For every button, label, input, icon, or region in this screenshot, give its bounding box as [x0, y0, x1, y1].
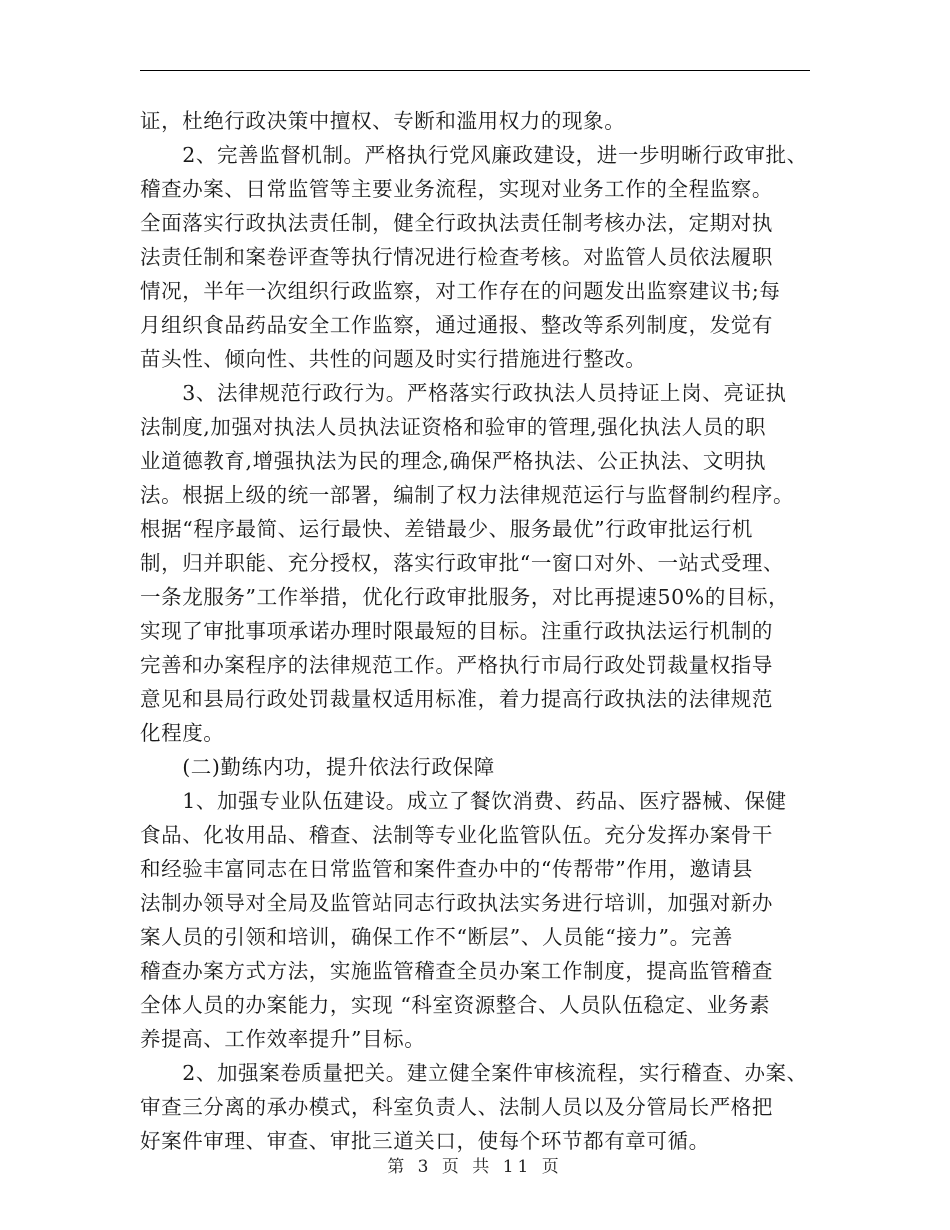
text-line: 法制度,加强对执法人员执法证资格和验审的管理,强化执法人员的职 — [140, 415, 767, 439]
text-line: 全面落实行政执法责任制，健全行政执法责任制考核办法，定期对执 — [140, 211, 773, 235]
text-line: 3、法律规范行政行为。严格落实行政执法人员持证上岗、亮证执 — [140, 381, 787, 405]
text-line: 月组织食品药品安全工作监察，通过通报、整改等系列制度，发觉有 — [140, 313, 773, 337]
section-heading: (二)勤练内功，提升依法行政保障 — [140, 755, 495, 779]
text-line: 业道德教育,增强执法为民的理念,确保严格执法、公正执法、文明执 — [140, 449, 767, 473]
text-line: 1、加强专业队伍建设。成立了餐饮消费、药品、医疗器械、保健 — [140, 789, 787, 813]
text-line: 意见和县局行政处罚裁量权适用标准，着力提高行政执法的法律规范 — [140, 687, 773, 711]
header-rule — [140, 70, 810, 71]
text-line: 稽查办案、日常监管等主要业务流程，实现对业务工作的全程监察。 — [140, 177, 773, 201]
text-line: 证，杜绝行政决策中擅权、专断和滥用权力的现象。 — [140, 109, 626, 133]
text-line: 食品、化妆用品、稽查、法制等专业化监管队伍。充分发挥办案骨干 — [140, 823, 773, 847]
text-line: 审查三分离的承办模式，科室负责人、法制人员以及分管局长严格把 — [140, 1095, 773, 1119]
text-line: 实现了审批事项承诺办理时限最短的目标。注重行政执法运行机制的 — [140, 619, 773, 643]
text-line: 2、完善监督机制。严格执行党风廉政建设，进一步明晰行政审批、 — [140, 143, 808, 167]
text-line: 养提高、工作效率提升”目标。 — [140, 1027, 426, 1051]
text-line: 一条龙服务”工作举措，优化行政审批服务，对比再提速50%的目标， — [140, 585, 790, 609]
text-line: 法制办领导对全局及监管站同志行政执法实务进行培训，加强对新办 — [140, 891, 773, 915]
page-number: 第 3 页 共 11 页 — [387, 1157, 563, 1177]
text-line: 2、加强案卷质量把关。建立健全案件审核流程，实行稽查、办案、 — [140, 1061, 808, 1085]
text-line: 完善和办案程序的法律规范工作。严格执行市局行政处罚裁量权指导 — [140, 653, 773, 677]
text-line: 法。根据上级的统一部署，编制了权力法律规范运行与监督制约程序。 — [140, 483, 795, 507]
text-line: 案人员的引领和培训，确保工作不“断层”、人员能“接力”。完善 — [140, 925, 733, 949]
document-body — [140, 104, 810, 1158]
text-line: 制，归并职能、充分授权，落实行政审批“一窗口对外、一站式受理、 — [140, 551, 785, 575]
text-line: 法责任制和案卷评查等执行情况进行检查考核。对监管人员依法履职 — [140, 245, 773, 269]
text-line: 苗头性、倾向性、共性的问题及时实行措施进行整改。 — [140, 347, 647, 371]
text-line: 根据“程序最简、运行最快、差错最少、服务最优”行政审批运行机 — [140, 517, 753, 541]
text-line: 好案件审理、审查、审批三道关口，使每个环节都有章可循。 — [140, 1129, 710, 1153]
text-line: 全体人员的办案能力，实现 “科室资源整合、人员队伍稳定、业务素 — [140, 993, 771, 1017]
text-line: 和经验丰富同志在日常监管和案件查办中的“传帮带”作用，邀请县 — [140, 857, 753, 881]
text-line: 化程度。 — [140, 721, 225, 745]
text-line: 情况，半年一次组织行政监察，对工作存在的问题发出监察建议书;每 — [140, 279, 781, 303]
text-line: 稽查办案方式方法，实施监管稽查全员办案工作制度，提高监管稽查 — [140, 959, 773, 983]
